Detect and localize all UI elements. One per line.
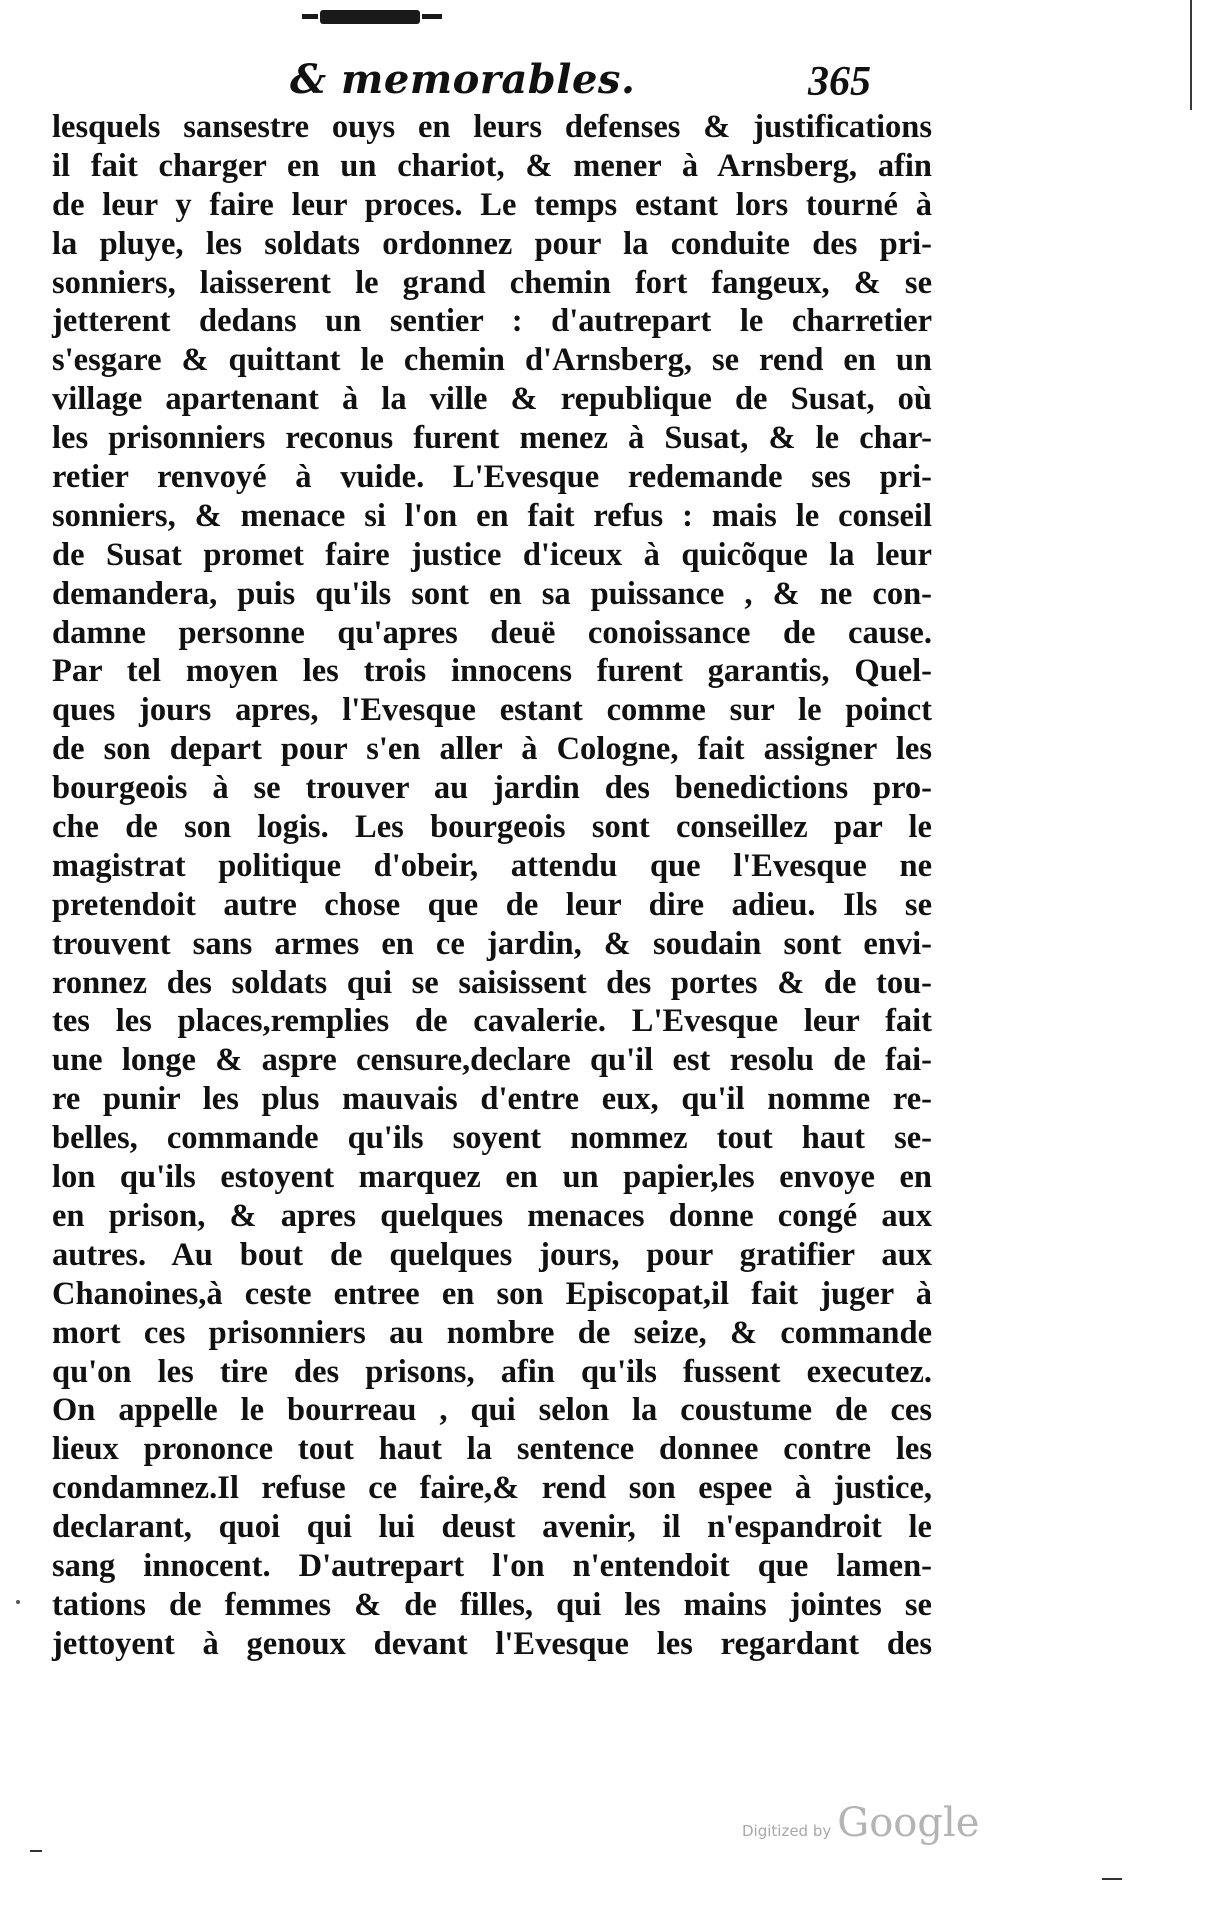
google-watermark	[742, 1800, 979, 1846]
text-line: village apartenant à la ville & republique de Susat, où	[52, 381, 932, 418]
text-line: ques jours apres, l'Evesque estant comme sur le poinct	[52, 692, 932, 729]
text-line: belles, commande qu'ils soyent nommez tout haut se-	[52, 1120, 932, 1157]
text-line: che de son logis. Les bourgeois sont conseillez par le	[52, 809, 932, 846]
text-line: lieux prononce tout haut la sentence donnee contre les	[52, 1431, 932, 1468]
text-line: qu'on les tire des prisons, afin qu'ils fussent executez.	[52, 1353, 932, 1390]
text-line: une longe & aspre censure,declare qu'il est resolu de fai-	[52, 1042, 932, 1079]
text-line: les prisonniers reconus furent menez à Susat, & le char-	[52, 420, 932, 457]
text-line: re punir les plus mauvais d'entre eux, qu'il nomme re-	[52, 1081, 932, 1118]
text-line: sonniers, & menace si l'on en fait refus : mais le conseil	[52, 497, 932, 534]
text-line: lesquels sansestre ouys en leurs defenses & justifications	[52, 109, 932, 145]
body-text	[52, 108, 932, 1664]
text-line: sang innocent. D'autrepart l'on n'entendoit que lamen-	[52, 1547, 932, 1584]
text-line: Chanoines,à ceste entree en son Episcopat,il fait juger à	[52, 1275, 932, 1312]
page-edge-line	[1190, 0, 1192, 110]
running-title: & memorables.	[290, 56, 636, 103]
text-line: autres. Au bout de quelques jours, pour gratifier aux	[52, 1236, 932, 1273]
text-line: jetterent dedans un sentier : d'autrepart le charretier	[52, 303, 932, 340]
text-line: On appelle le bourreau , qui selon la coustume de ces	[52, 1392, 932, 1429]
text-line: pretendoit autre chose que de leur dire adieu. Ils se	[52, 886, 932, 923]
text-line: tes les places,remplies de cavalerie. L'Evesque leur fait	[52, 1003, 932, 1040]
text-line: declarant, quoi qui lui deust avenir, il n'espandroit le	[52, 1509, 932, 1546]
text-line: retier renvoyé à vuide. L'Evesque redemande ses pri-	[52, 459, 932, 496]
text-line: ronnez des soldats qui se saisissent des portes & de tou-	[52, 964, 932, 1001]
text-line: demandera, puis qu'ils sont en sa puissance , & ne con-	[52, 575, 932, 612]
text-line: la pluye, les soldats ordonnez pour la conduite des pri-	[52, 225, 932, 262]
text-line: condamnez.Il refuse ce faire,& rend son espee à justice,	[52, 1470, 932, 1507]
text-line: magistrat politique d'obeir, attendu que l'Evesque ne	[52, 847, 932, 884]
watermark-prefix: Digitized by	[742, 1822, 832, 1840]
page-number: 365	[808, 59, 871, 105]
google-logo: Google	[837, 1800, 980, 1846]
top-edge-mark	[320, 10, 420, 24]
text-line: de leur y faire leur proces. Le temps estant lors tourné à	[52, 186, 932, 223]
margin-tick-left	[30, 1850, 42, 1852]
text-line: en prison, & apres quelques menaces donne congé aux	[52, 1197, 932, 1234]
text-line: s'esgare & quittant le chemin d'Arnsberg, se rend en un	[52, 342, 932, 379]
text-line: sonniers, laisserent le grand chemin fort fangeux, & se	[52, 264, 932, 301]
text-line: bourgeois à se trouver au jardin des benedictions pro-	[52, 770, 932, 807]
margin-speck	[16, 1600, 20, 1604]
text-line: de son depart pour s'en aller à Cologne, fait assigner les	[52, 731, 932, 768]
text-line: trouvent sans armes en ce jardin, & soudain sont envi-	[52, 925, 932, 962]
text-line: jettoyent à genoux devant l'Evesque les regardant des	[52, 1625, 932, 1662]
text-line: de Susat promet faire justice d'iceux à quicõque la leur	[52, 536, 932, 573]
text-line: Par tel moyen les trois innocens furent garantis, Quel-	[52, 653, 932, 690]
text-line: lon qu'ils estoyent marquez en un papier,les envoye en	[52, 1159, 932, 1196]
text-line: il fait charger en un chariot, & mener à Arnsberg, afin	[52, 147, 932, 184]
text-line: mort ces prisonniers au nombre de seize, & commande	[52, 1314, 932, 1351]
text-line: tations de femmes & de filles, qui les mains jointes se	[52, 1586, 932, 1623]
text-line: damne personne qu'apres deuë conoissance de cause.	[52, 614, 932, 651]
margin-tick-right	[1102, 1878, 1122, 1880]
